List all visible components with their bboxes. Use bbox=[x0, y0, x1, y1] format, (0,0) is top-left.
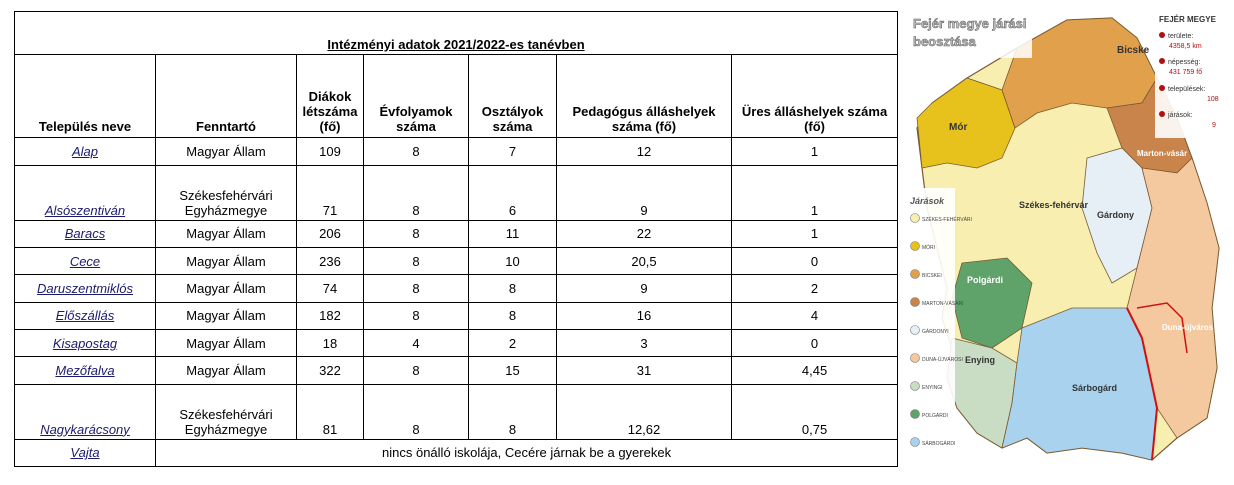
students-cell: 236 bbox=[297, 247, 364, 274]
vacant-cell: 1 bbox=[732, 138, 898, 165]
label-gardony: Gárdony bbox=[1097, 210, 1135, 220]
teachers-cell: 12 bbox=[557, 138, 732, 165]
info-area-value: 4358,5 km bbox=[1169, 43, 1202, 50]
table-row bbox=[15, 247, 898, 274]
info-pop-label: népesség: bbox=[1168, 59, 1201, 66]
grades-cell: 8 bbox=[364, 357, 469, 384]
table-row-last bbox=[15, 439, 898, 466]
table-row bbox=[15, 220, 898, 247]
table-row bbox=[15, 302, 898, 329]
info-heading: FEJÉR MEGYE bbox=[1159, 15, 1216, 24]
bullet-icon bbox=[1159, 111, 1165, 117]
vacant-cell: 4 bbox=[732, 302, 898, 329]
legend-swatch bbox=[911, 438, 920, 447]
legend-swatch bbox=[911, 382, 920, 391]
table-row bbox=[15, 357, 898, 384]
classes-cell: 7 bbox=[469, 138, 557, 165]
classes-cell: 11 bbox=[469, 220, 557, 247]
teachers-cell: 22 bbox=[557, 220, 732, 247]
students-cell: 182 bbox=[297, 302, 364, 329]
vacant-cell: 0 bbox=[732, 247, 898, 274]
teachers-cell: 3 bbox=[557, 330, 732, 357]
classes-cell: 8 bbox=[469, 302, 557, 329]
students-cell: 18 bbox=[297, 330, 364, 357]
teachers-cell: 9 bbox=[557, 275, 732, 302]
legend-swatch bbox=[911, 326, 920, 335]
classes-cell: 8 bbox=[469, 275, 557, 302]
classes-cell: 10 bbox=[469, 247, 557, 274]
legend-label: POLGÁRDI bbox=[922, 413, 948, 419]
bullet-icon bbox=[1159, 58, 1165, 64]
teachers-cell: 12,62 bbox=[557, 384, 732, 439]
info-area-label: területe: bbox=[1168, 33, 1194, 40]
legend-label: MÓRI bbox=[922, 245, 936, 251]
vacant-cell: 0 bbox=[732, 330, 898, 357]
town-link[interactable]: Cece bbox=[69, 253, 101, 269]
label-polgardi: Polgárdi bbox=[967, 275, 1004, 285]
legend-title: Járások bbox=[910, 196, 945, 206]
table-row bbox=[15, 330, 898, 357]
legend-label: SÁRBOGÁRDI bbox=[922, 441, 956, 447]
grades-cell: 8 bbox=[364, 302, 469, 329]
grades-cell: 4 bbox=[364, 330, 469, 357]
table-row bbox=[15, 138, 898, 165]
grades-cell: 8 bbox=[364, 138, 469, 165]
students-cell: 71 bbox=[297, 165, 364, 220]
maintainer-cell: Magyar Állam bbox=[156, 138, 297, 165]
label-enying: Enying bbox=[965, 355, 996, 365]
vacant-cell: 1 bbox=[732, 165, 898, 220]
town-link[interactable]: Alap bbox=[71, 144, 99, 160]
bullet-icon bbox=[1159, 32, 1165, 38]
legend-label: SZÉKES-FEHÉRVÁRI bbox=[922, 217, 972, 223]
table-title: Intézményi adatok 2021/2022-es tanévben bbox=[15, 12, 898, 55]
header-classes: Osztályok száma bbox=[469, 55, 557, 138]
map-title-line2: beosztása bbox=[913, 34, 976, 49]
town-link[interactable]: Előszállás bbox=[55, 308, 115, 324]
label-sarbogard: Sárbogárd bbox=[1072, 383, 1118, 393]
maintainer-cell: Székesfehérvári Egyházmegye bbox=[156, 165, 297, 220]
maintainer-cell: Székesfehérvári Egyházmegye bbox=[156, 384, 297, 439]
classes-cell: 15 bbox=[469, 357, 557, 384]
town-link[interactable]: Nagykarácsony bbox=[40, 421, 130, 437]
maintainer-cell: Magyar Állam bbox=[156, 275, 297, 302]
town-link[interactable]: Mezőfalva bbox=[55, 363, 115, 379]
header-vacant-posts: Üres álláshelyek száma (fő) bbox=[732, 55, 898, 138]
district-map bbox=[907, 8, 1229, 468]
vacant-cell: 4,45 bbox=[732, 357, 898, 384]
legend-label: GÁRDONYI bbox=[922, 329, 949, 335]
students-cell: 109 bbox=[297, 138, 364, 165]
label-dunaujvaros: Duna-újváros bbox=[1162, 323, 1214, 332]
grades-cell: 8 bbox=[364, 247, 469, 274]
town-link[interactable]: Vajta bbox=[70, 445, 100, 461]
legend-label: DUNA-ÚJVÁROSI bbox=[922, 357, 963, 363]
legend-label: MARTON-VÁSÁRI bbox=[922, 301, 964, 307]
teachers-cell: 16 bbox=[557, 302, 732, 329]
legend-label: ENYINGI bbox=[922, 385, 943, 391]
classes-cell: 2 bbox=[469, 330, 557, 357]
town-link[interactable]: Alsószentiván bbox=[44, 202, 126, 218]
classes-cell: 6 bbox=[469, 165, 557, 220]
legend-swatch bbox=[911, 298, 920, 307]
header-teacher-posts: Pedagógus álláshelyek száma (fő) bbox=[557, 55, 732, 138]
table-row bbox=[15, 384, 898, 439]
table-row bbox=[15, 275, 898, 302]
maintainer-cell: Magyar Állam bbox=[156, 302, 297, 329]
header-students: Diákok létszáma (fő) bbox=[297, 55, 364, 138]
maintainer-cell: Magyar Állam bbox=[156, 357, 297, 384]
students-cell: 74 bbox=[297, 275, 364, 302]
legend-swatch bbox=[911, 242, 920, 251]
teachers-cell: 31 bbox=[557, 357, 732, 384]
maintainer-cell: Magyar Állam bbox=[156, 330, 297, 357]
header-town: Település neve bbox=[15, 55, 156, 138]
teachers-cell: 20,5 bbox=[557, 247, 732, 274]
label-bicske: Bicske bbox=[1117, 45, 1150, 56]
legend-swatch bbox=[911, 410, 920, 419]
legend-label: BICSKEI bbox=[922, 273, 942, 279]
institution-data-table bbox=[14, 11, 898, 467]
bullet-icon bbox=[1159, 85, 1165, 91]
label-martonvasar: Marton-vásár bbox=[1137, 149, 1188, 158]
students-cell: 206 bbox=[297, 220, 364, 247]
legend-swatch bbox=[911, 270, 920, 279]
label-mor: Mór bbox=[949, 122, 968, 133]
label-szekesfehervar: Székes-fehérvár bbox=[1019, 200, 1089, 210]
map-title-line1: Fejér megye járási bbox=[913, 16, 1027, 31]
teachers-cell: 9 bbox=[557, 165, 732, 220]
info-districts-label: járások: bbox=[1168, 112, 1193, 119]
grades-cell: 8 bbox=[364, 384, 469, 439]
info-settlements-label: települések: bbox=[1168, 86, 1206, 93]
town-link[interactable]: Kisapostag bbox=[52, 335, 118, 351]
header-grades: Évfolyamok száma bbox=[364, 55, 469, 138]
maintainer-cell: Magyar Állam bbox=[156, 247, 297, 274]
vacant-cell: 2 bbox=[732, 275, 898, 302]
vacant-cell: 1 bbox=[732, 220, 898, 247]
grades-cell: 8 bbox=[364, 165, 469, 220]
vacant-cell: 0,75 bbox=[732, 384, 898, 439]
info-pop-value: 431 759 fő bbox=[1169, 69, 1203, 76]
grades-cell: 8 bbox=[364, 220, 469, 247]
town-link[interactable]: Baracs bbox=[64, 226, 106, 242]
note-cell: nincs önálló iskolája, Cecére járnak be a gyerekek bbox=[156, 439, 898, 466]
grades-cell: 8 bbox=[364, 275, 469, 302]
info-settlements-value: 108 bbox=[1207, 96, 1219, 103]
header-maintainer: Fenntartó bbox=[156, 55, 297, 138]
students-cell: 81 bbox=[297, 384, 364, 439]
legend-swatch bbox=[911, 214, 920, 223]
students-cell: 322 bbox=[297, 357, 364, 384]
info-districts-value: 9 bbox=[1212, 122, 1216, 129]
legend-swatch bbox=[911, 354, 920, 363]
maintainer-cell: Magyar Állam bbox=[156, 220, 297, 247]
classes-cell: 8 bbox=[469, 384, 557, 439]
town-link[interactable]: Daruszentmiklós bbox=[36, 280, 134, 296]
table-row bbox=[15, 165, 898, 220]
